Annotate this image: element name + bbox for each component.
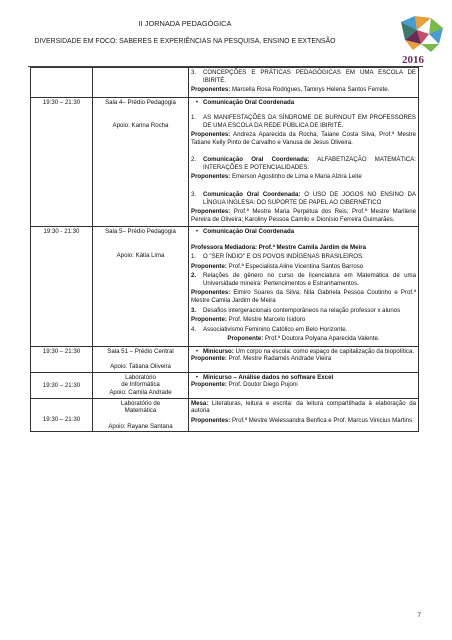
room-cell: Sala 5– Prédio Pedagogia Apoio: Kátia Lima — [93, 227, 189, 347]
logo-year: 2016 — [402, 54, 424, 66]
proponents: Proponentes: Emerson Agostinho de Lima e Maria Alzira Leite — [191, 173, 362, 181]
page-number: 7 — [417, 612, 421, 619]
event-subtitle: DIVERSIDADE EM FOCO: SABERES E EXPERIÊNCIAS NA PESQUISA, ENSINO E EXTENSÃO — [34, 38, 336, 45]
table-row — [31, 372, 419, 398]
list-item: • Minicurso: Um corpo na escola: como espaço de capitalização da biopolítica. — [191, 348, 416, 356]
proponents: Proponente: Prof. Doutor Diego Pujoni — [191, 381, 298, 389]
room-cell: Sala 51 – Prédio Central Apoio: Tatiana Oliveira — [93, 346, 189, 372]
time-cell: 19:30 – 21:30 — [31, 97, 93, 227]
room-cell: Sala 4– Prédio Pedagogia Apoio: Karina Rocha — [93, 97, 189, 227]
support-name: Apoio: Camila Andrade — [109, 388, 172, 396]
list-item: 1. AS MANIFESTAÇÕES DA SÍNDROME DE BURNOUT EM PROFESSORES DE UMA ESCOLA DA REDE PÚBLICA DE IBIRITÉ. — [191, 114, 416, 129]
room-cell: Laboratório de Matemática Apoio: Rayane Santana — [93, 398, 189, 432]
list-item: 4. Associativismo Feminino Católico em Belo Horizonte. — [191, 325, 348, 333]
list-item: 2. Comunicação Oral Coordenada: ALFABETIZAÇÃO MATEMÁTICA: INTERAÇÕES E POTENCIALIDADES. — [191, 156, 416, 171]
mediator: Professora Mediadora: Prof.ª Mestre Camila Jardim de Meira — [191, 243, 366, 251]
proponents: Proponentes: Marcella Rosa Rodrigues, Tamirys Helena Santos Ferrete. — [191, 86, 390, 94]
list-item: • Comunicação Oral Coordenada — [191, 228, 416, 236]
table-row — [31, 398, 419, 432]
proponents: Proponentes: Prof.ª Mestre Maria Perpétua dos Reis; Prof.ª Mestre Marilene Pereira de Oliveira; Karoliny Pessoa Camilo e Dionísio Ferreira Guimarães. — [191, 208, 416, 223]
support-name: Apoio: Tatiana Oliveira — [110, 363, 171, 371]
bullet-icon: • — [195, 373, 199, 381]
support-name: Apoio: Rayane Santana — [108, 422, 173, 430]
proponents: Proponente: Prof.ª Doutora Polyana Aparecida Valente. — [227, 335, 380, 343]
time-cell: 19:30 - 21:30 — [31, 227, 93, 347]
page-header — [0, 0, 452, 72]
support-name: Apoio: Kátia Lima — [116, 251, 165, 259]
bullet-icon: • — [195, 228, 199, 236]
room-cell: Laboratório de Informática Apoio: Camila Andrade — [93, 372, 189, 398]
proponents: Proponente: Prof.ª Especialista Aline Vicentina Santos Barroso — [191, 262, 364, 270]
list-item: Mesa: Literaturas, leitura e escrita: da leitura compartilhada à elaboração da autoria — [191, 399, 416, 415]
list-item: • Comunicação Oral Coordenada — [191, 99, 416, 107]
table-row — [31, 68, 419, 98]
bullet-icon: • — [195, 98, 199, 106]
table-row — [31, 97, 419, 227]
activity-cell — [189, 68, 419, 98]
bullet-icon: • — [195, 347, 199, 355]
table-row — [31, 346, 419, 372]
support-name: Apoio: Karina Rocha — [112, 122, 169, 130]
activity-cell — [189, 227, 419, 347]
proponents: Proponentes: Andreza Aparecida da Rocha, Taiane Costa Silva, Prof.ª Mestre Tatiane Kelly Pinto de Carvalho e Vanusa de Jesus Oliveira. — [191, 131, 416, 146]
proponents: Proponentes: Prof.ª Mestre Welessandra Benfica e Prof. Marcus Vinicius Martins — [191, 416, 413, 424]
activity-cell — [189, 97, 419, 227]
schedule-table — [30, 67, 419, 432]
list-item: 1. O "SER ÍNDIO" E OS POVOS INDÍGENAS BRASILEIROS. — [191, 253, 364, 261]
proponents: Proponente: Prof. Mestre Marcelo Isidoro — [191, 316, 306, 324]
proponents: Proponente: Prof. Mestre Radamés Andrade Vieira — [191, 355, 332, 363]
list-item: 2. Relações de gênero no curso de licenciatura em Matemática de uma Universidade mineira: Pertencimentos e Estranhamentos. — [191, 272, 416, 287]
list-item: 3. CONCEPÇÕES E PRÁTICAS PEDAGÓGICAS EM UMA ESCOLA DE IBIRITÉ. — [191, 69, 416, 84]
list-item: 3. Desafios intergeracionais contemporâneos na relação professor x alunos — [191, 306, 401, 314]
time-cell — [31, 68, 93, 98]
time-cell: 19:30 – 21:30 — [31, 372, 93, 398]
activity-cell — [189, 372, 419, 398]
activity-cell — [189, 346, 419, 372]
event-title: II JORNADA PEDAGÓGICA — [138, 19, 232, 28]
room-cell — [93, 68, 189, 98]
time-cell: 19:30 – 21:30 — [31, 346, 93, 372]
list-item: • Minicurso – Análise dados no software Excel — [191, 374, 416, 382]
list-item: 3. Comunicação Oral Coordenada: O USO DE JOGOS NO ENSINO DA LÍNGUA INGLESA: DO SUPORTE DE PAPEL AO CIBERNÉTICO — [191, 191, 416, 206]
proponents: Proponentes: Elmiro Soares da Silva, Nila Gabriela Pessoa Coutinho e Prof.ª Mestre Camila Jardim de Meira — [191, 289, 416, 305]
time-cell: 19:30 – 21:30 — [31, 398, 93, 432]
activity-cell — [189, 398, 419, 432]
table-row — [31, 227, 419, 347]
